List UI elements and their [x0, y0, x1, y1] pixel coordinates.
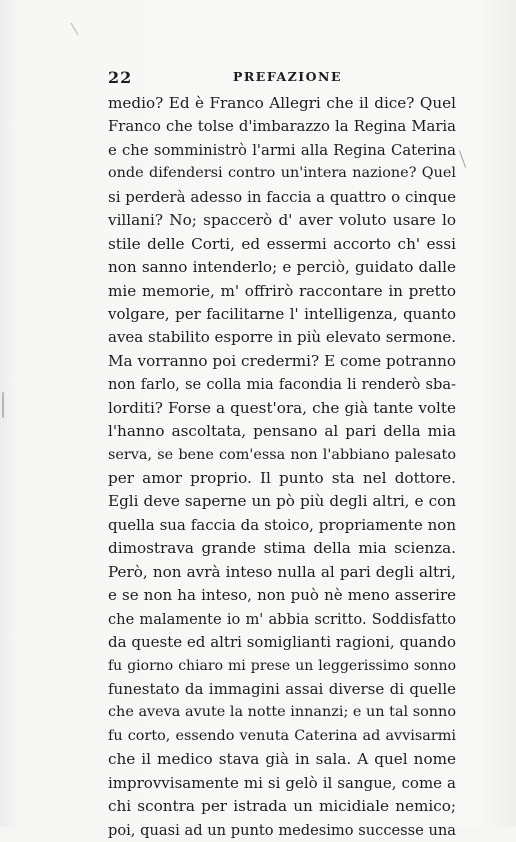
margin-mark: [459, 150, 466, 167]
text-line: mie memorie, m' offrirò raccontare in pretto: [108, 281, 456, 300]
text-line: avea stabilito esporre in più elevato sermone.: [108, 328, 456, 347]
text-line: onde difendersi contro un'intera nazione? Quel: [108, 165, 456, 182]
text-line: e se non ha inteso, non può nè meno asserire: [108, 586, 456, 605]
text-line: Ma vorranno poi credermi? E come potranno: [108, 351, 456, 370]
text-line: fu corto, essendo venuta Caterina ad avvisarmi: [108, 727, 456, 744]
text-line: stile delle Corti, ed essermi accorto ch' essi: [108, 234, 456, 253]
text-line: da queste ed altri somiglianti ragioni, quando: [108, 633, 456, 652]
page-number: 22: [108, 68, 133, 87]
body-text: [108, 92, 456, 842]
text-line: che il medico stava già in sala. A quel nome: [108, 750, 456, 769]
text-line: volgare, per facilitarne l' intelligenza, quanto: [108, 304, 456, 323]
page-header: [108, 68, 456, 92]
text-line: si perderà adesso in faccia a quattro o cinque: [108, 187, 456, 206]
text-line: non farlo, se colla mia facondia li renderò sba-: [108, 376, 456, 394]
text-line: non sanno intenderlo; e perciò, guidato dalle: [108, 258, 456, 277]
text-line: Franco che tolse d'imbarazzo la Regina Maria: [108, 118, 456, 136]
running-title: PREFAZIONE: [233, 69, 342, 84]
text-line: funestato da immagini assai diverse di quelle: [108, 679, 456, 698]
text-line: lorditi? Forse a quest'ora, che già tante volte: [108, 398, 456, 417]
text-line: che malamente io m' abbia scritto. Soddisfatto: [108, 610, 456, 628]
text-line: Egli deve saperne un pò più degli altri, e con: [108, 492, 456, 511]
text-line: l'hanno ascoltata, pensano al pari della mia: [108, 422, 456, 441]
text-line: Però, non avrà inteso nulla al pari degli altri,: [108, 562, 456, 581]
text-line: chi scontra per istrada un micidiale nemico;: [108, 797, 456, 816]
text-line: medio? Ed è Franco Allegri che il dice? Quel: [108, 94, 456, 112]
text-line: che aveva avute la notte innanzi; e un tal sonno: [108, 704, 456, 721]
text-line: fu giorno chiaro mi prese un leggerissimo sonno: [108, 657, 456, 674]
corner-mark: [71, 23, 79, 36]
text-line: quella sua faccia da stoico, propriamente non: [108, 515, 456, 534]
text-line: improvvisamente mi si gelò il sangue, come a: [108, 773, 456, 792]
text-line: poi, quasi ad un punto medesimo successe una: [108, 821, 456, 839]
text-line: e che somministrò l'armi alla Regina Caterina: [108, 141, 456, 159]
text-line: serva, se bene com'essa non l'abbiano palesato: [108, 446, 456, 463]
text-line: dimostrava grande stima della mia scienza.: [108, 539, 456, 558]
text-line: villani? No; spaccerò d' aver voluto usare lo: [108, 211, 456, 230]
text-line: per amor proprio. Il punto sta nel dottore.: [108, 469, 456, 487]
spine-mark: [2, 392, 10, 418]
